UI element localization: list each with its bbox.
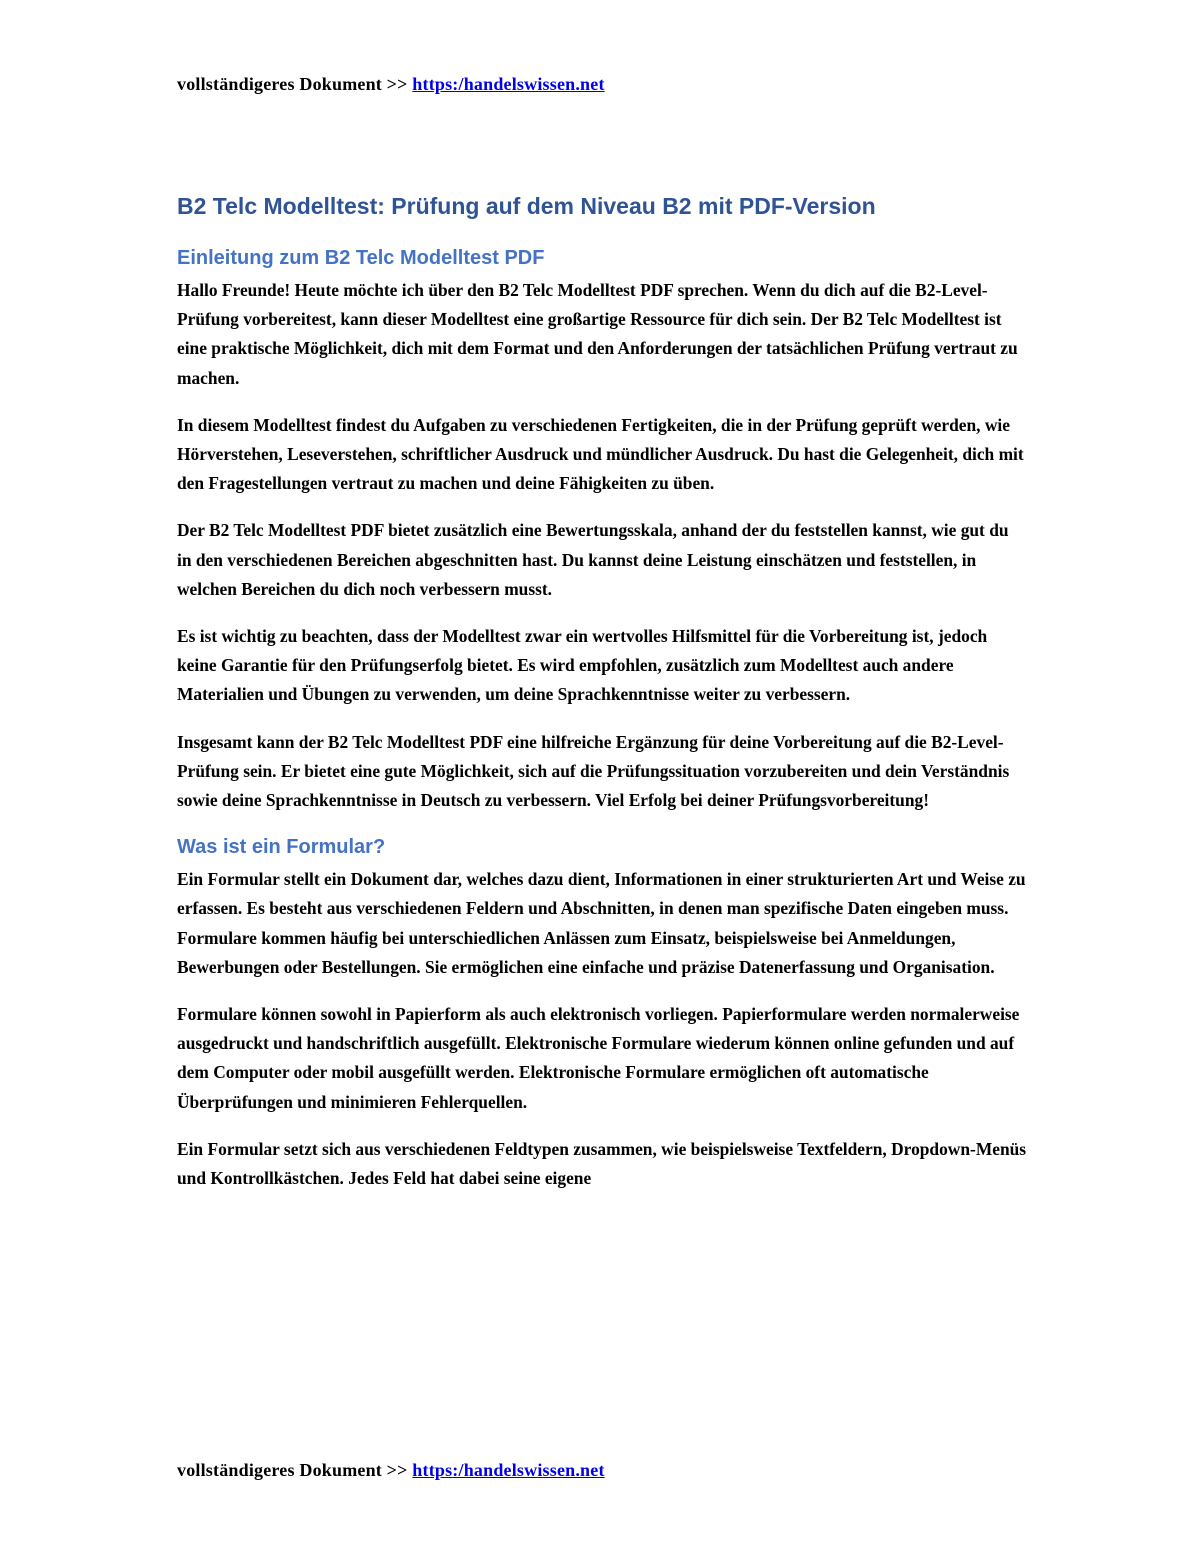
paragraph: Ein Formular setzt sich aus verschiedenen Feldtypen zusammen, wie beispielsweise Textfeldern, Dropdown-Menüs und Kontrollkästchen. Jedes Feld hat dabei seine eigene <box>177 1138 1027 1189</box>
document-body <box>177 190 1027 1211</box>
paragraph: Hallo Freunde! Heute möchte ich über den B2 Telc Modelltest PDF sprechen. Wenn du dich auf die B2-Level-Prüfung vorbereitest, kann dieser Modelltest eine großartige Ressource für dich sein. Der B2 Telc Modelltest ist eine praktische Möglichkeit, dich mit dem Format und den Anforderungen der tatsächlichen Prüfung vertraut zu machen. <box>177 280 1018 388</box>
paragraph: In diesem Modelltest findest du Aufgaben zu verschiedenen Fertigkeiten, die in der Prüfung geprüft werden, wie Hörverstehen, Leseverstehen, schriftlicher Ausdruck und mündlicher Ausdruck. Du hast die Gelegenheit, dich mit den Fragestellungen vertraut zu machen und deine Fähigkeiten zu üben. <box>177 414 1024 494</box>
footer-prefix: vollständigeres Dokument >> <box>177 1460 413 1480</box>
paragraph: Es ist wichtig zu beachten, dass der Modelltest zwar ein wertvolles Hilfsmittel für die Vorbereitung ist, jedoch keine Garantie für den Prüfungserfolg bietet. Es wird empfohlen, zusätzlich zum Modelltest auch andere Materialien und Übungen zu verwenden, um deine Sprachkenntnisse weiter zu verbessern. <box>177 626 988 705</box>
footer-link[interactable]: https:/handelswissen.net <box>412 1460 605 1480</box>
paragraph: Ein Formular stellt ein Dokument dar, welches dazu dient, Informationen in einer strukturierten Art und Weise zu erfassen. Es besteht aus verschiedenen Feldern und Abschnitten, in denen man spezifische Daten eingeben muss. Formulare kommen häufig bei unterschiedlichen Anlässen zum Einsatz, beispielsweise bei Anmeldungen, Bewerbungen oder Bestellungen. Sie ermöglichen eine einfache und präzise Datenerfassung und Organisation. <box>177 869 1026 977</box>
section-heading: Einleitung zum B2 Telc Modelltest PDF <box>177 247 545 269</box>
paragraph: Formulare können sowohl in Papierform als auch elektronisch vorliegen. Papierformulare werden normalerweise ausgedruckt und handschriftlich ausgefüllt. Elektronische Formulare wiederum können online gefunden und auf dem Computer oder mobil ausgefüllt werden. Elektronische Formulare ermöglichen oft automatische Überprüfungen und minimieren Fehlerquellen. <box>177 1004 1020 1112</box>
page-footer <box>177 1460 605 1481</box>
header-link[interactable]: https:/handelswissen.net <box>412 74 605 94</box>
document-title: B2 Telc Modelltest: Prüfung auf dem Niveau B2 mit PDF-Version <box>177 193 876 219</box>
section-heading: Was ist ein Formular? <box>177 836 386 859</box>
header-prefix: vollständigeres Dokument >> <box>177 74 413 94</box>
page-header <box>177 74 605 95</box>
paragraph: Der B2 Telc Modelltest PDF bietet zusätzlich eine Bewertungsskala, anhand der du feststellen kannst, wie gut du in den verschiedenen Bereichen abgeschnitten hast. Du kannst deine Leistung einschätzen und feststellen, in welchen Bereichen du dich noch verbessern musst. <box>177 520 1009 599</box>
section-formular <box>177 833 1027 1193</box>
section-intro <box>177 244 1027 815</box>
paragraph: Insgesamt kann der B2 Telc Modelltest PDF eine hilfreiche Ergänzung für deine Vorbereitung auf die B2-Level-Prüfung sein. Er bietet eine gute Möglichkeit, sich auf die Prüfungssituation vorzubereiten und dein Verständnis sowie deine Sprachkenntnisse in Deutsch zu verbessern. Viel Erfolg bei deiner Prüfungsvorbereitung! <box>177 731 1010 811</box>
